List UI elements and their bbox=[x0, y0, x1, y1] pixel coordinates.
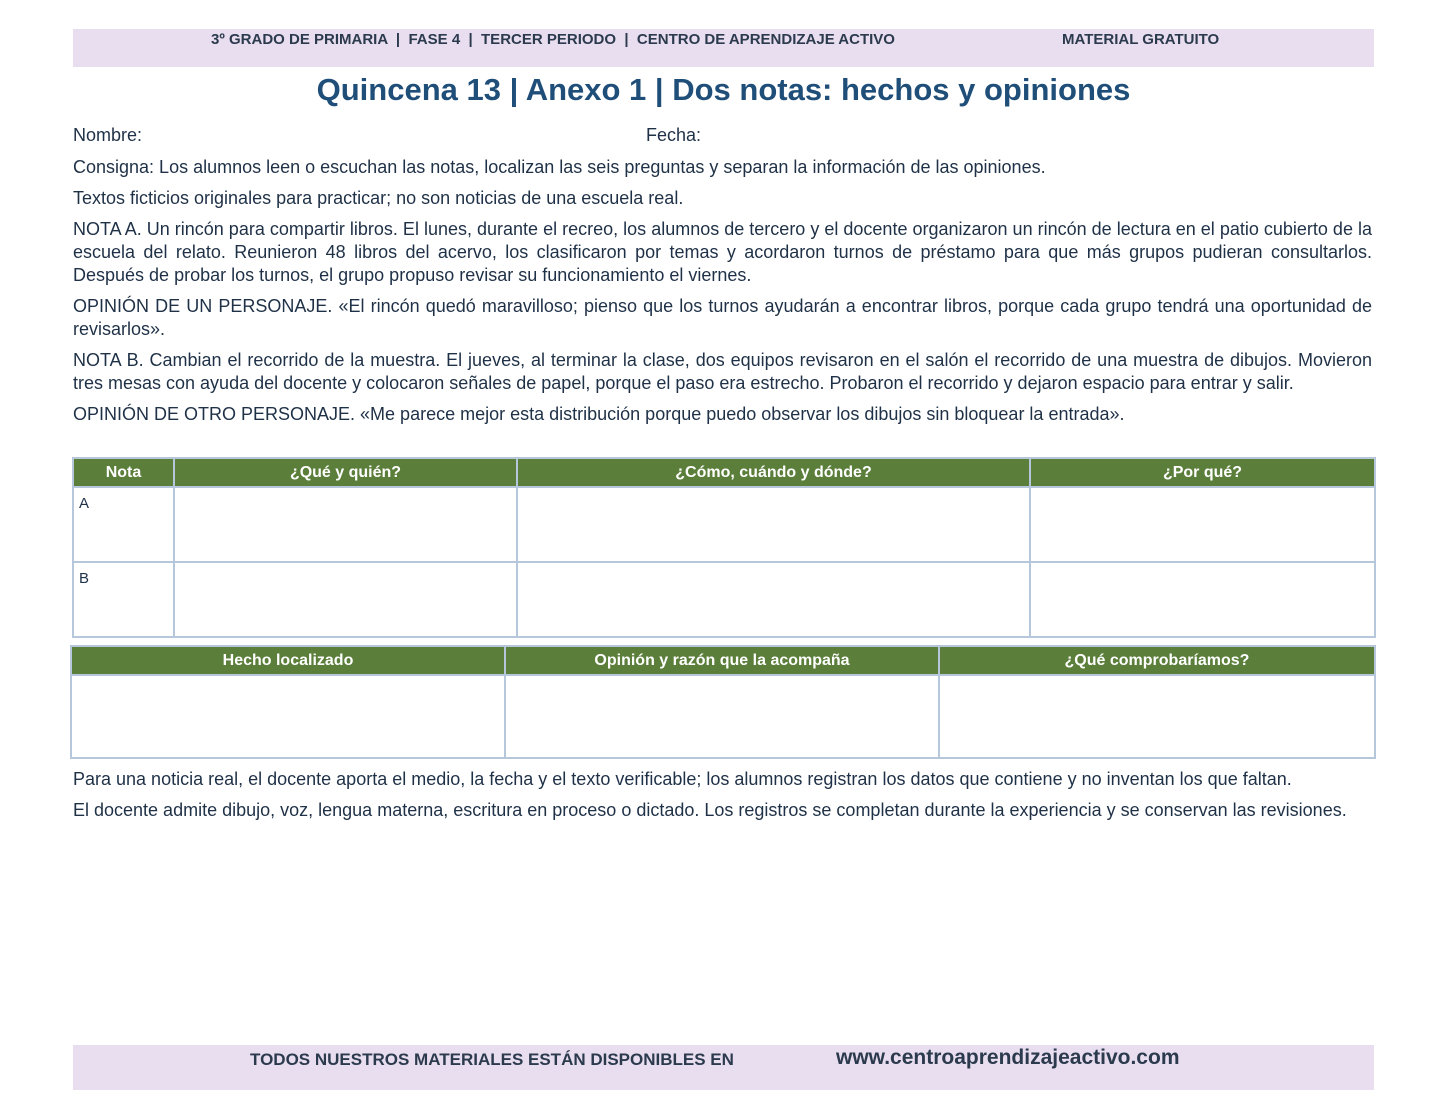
table-header-fact: Hecho localizado bbox=[71, 646, 505, 675]
header-bar bbox=[73, 29, 1374, 67]
answer-cell[interactable] bbox=[517, 487, 1030, 562]
name-label: Nombre: bbox=[73, 125, 143, 145]
header-right-text: MATERIAL GRATUITO bbox=[1062, 31, 1220, 48]
answer-cell[interactable] bbox=[1030, 487, 1375, 562]
date-label: Fecha: bbox=[646, 125, 702, 145]
row-label: A bbox=[73, 487, 174, 562]
answer-cell[interactable] bbox=[71, 675, 505, 758]
closing-notes bbox=[73, 768, 1372, 830]
table-row bbox=[71, 675, 1375, 758]
answer-cell[interactable] bbox=[174, 487, 517, 562]
footer-url-link[interactable]: www.centroaprendizajeactivo.com bbox=[836, 1046, 1180, 1069]
instruction-paragraph: Consigna: Los alumnos leen o escuchan las notas, localizan las seis preguntas y separan la información de las opiniones. bbox=[73, 157, 1046, 177]
table-row bbox=[73, 562, 1375, 637]
answer-cell[interactable] bbox=[505, 675, 939, 758]
fact-opinion-table bbox=[70, 645, 1376, 759]
answer-cell[interactable] bbox=[517, 562, 1030, 637]
opinion-2-paragraph: OPINIÓN DE OTRO PERSONAJE. «Me parece mejor esta distribución porque puedo observar los dibujos sin bloquear la entrada». bbox=[73, 404, 1125, 424]
table-header-opinion: Opinión y razón que la acompaña bbox=[505, 646, 939, 675]
row-label: B bbox=[73, 562, 174, 637]
table-header-what-who: ¿Qué y quién? bbox=[174, 458, 517, 487]
answer-cell[interactable] bbox=[1030, 562, 1375, 637]
footer-bar bbox=[73, 1045, 1374, 1090]
closing-paragraph-1: Para una noticia real, el docente aporta el medio, la fecha y el texto verificable; los alumnos registran los datos que contiene y no inventan los que faltan. bbox=[73, 769, 1292, 789]
page-title: Quincena 13 | Anexo 1 | Dos notas: hechos y opiniones bbox=[316, 72, 1131, 107]
closing-paragraph-2: El docente admite dibujo, voz, lengua materna, escritura en proceso o dictado. Los registros se completan durante la experiencia y se conservan las revisiones. bbox=[73, 800, 1347, 820]
table-header-verify: ¿Qué comprobaríamos? bbox=[939, 646, 1375, 675]
table-row bbox=[73, 487, 1375, 562]
questions-table bbox=[72, 457, 1376, 638]
reading-content bbox=[73, 156, 1372, 434]
opinion-1-paragraph: OPINIÓN DE UN PERSONAJE. «El rincón quedó maravilloso; pienso que los turnos ayudarán a encontrar libros, porque cada grupo tendrá una oportunidad de revisarlos». bbox=[73, 296, 1372, 339]
note-b-paragraph: NOTA B. Cambian el recorrido de la muestra. El jueves, al terminar la clase, dos equipos revisaron en el salón el recorrido de una muestra de dibujos. Movieron tres mesas con ayuda del docente y colocaron señales de papel, porque el paso era estrecho. Probaron el recorrido y dejaron espacio para entrar y salir. bbox=[73, 350, 1372, 393]
answer-cell[interactable] bbox=[174, 562, 517, 637]
answer-cell[interactable] bbox=[939, 675, 1375, 758]
footer-left-text: TODOS NUESTROS MATERIALES ESTÁN DISPONIBLES EN bbox=[250, 1050, 734, 1069]
table-header-note: Nota bbox=[73, 458, 174, 487]
table-header-why: ¿Por qué? bbox=[1030, 458, 1375, 487]
disclaimer-paragraph: Textos ficticios originales para practicar; no son noticias de una escuela real. bbox=[73, 188, 684, 208]
header-left-text: 3º GRADO DE PRIMARIA | FASE 4 | TERCER PERIODO | CENTRO DE APRENDIZAJE ACTIVO bbox=[211, 31, 895, 48]
note-a-paragraph: NOTA A. Un rincón para compartir libros. El lunes, durante el recreo, los alumnos de tercero y el docente organizaron un rincón de lectura en el patio cubierto de la escuela del relato. Reunieron 48 libros del acervo, los clasificaron por temas y acordaron turnos de préstamo para que más grupos pudieran consultarlos. Después de probar los turnos, el grupo propuso revisar su funcionamiento el viernes. bbox=[73, 219, 1372, 285]
table-header-how-when-where: ¿Cómo, cuándo y dónde? bbox=[517, 458, 1030, 487]
